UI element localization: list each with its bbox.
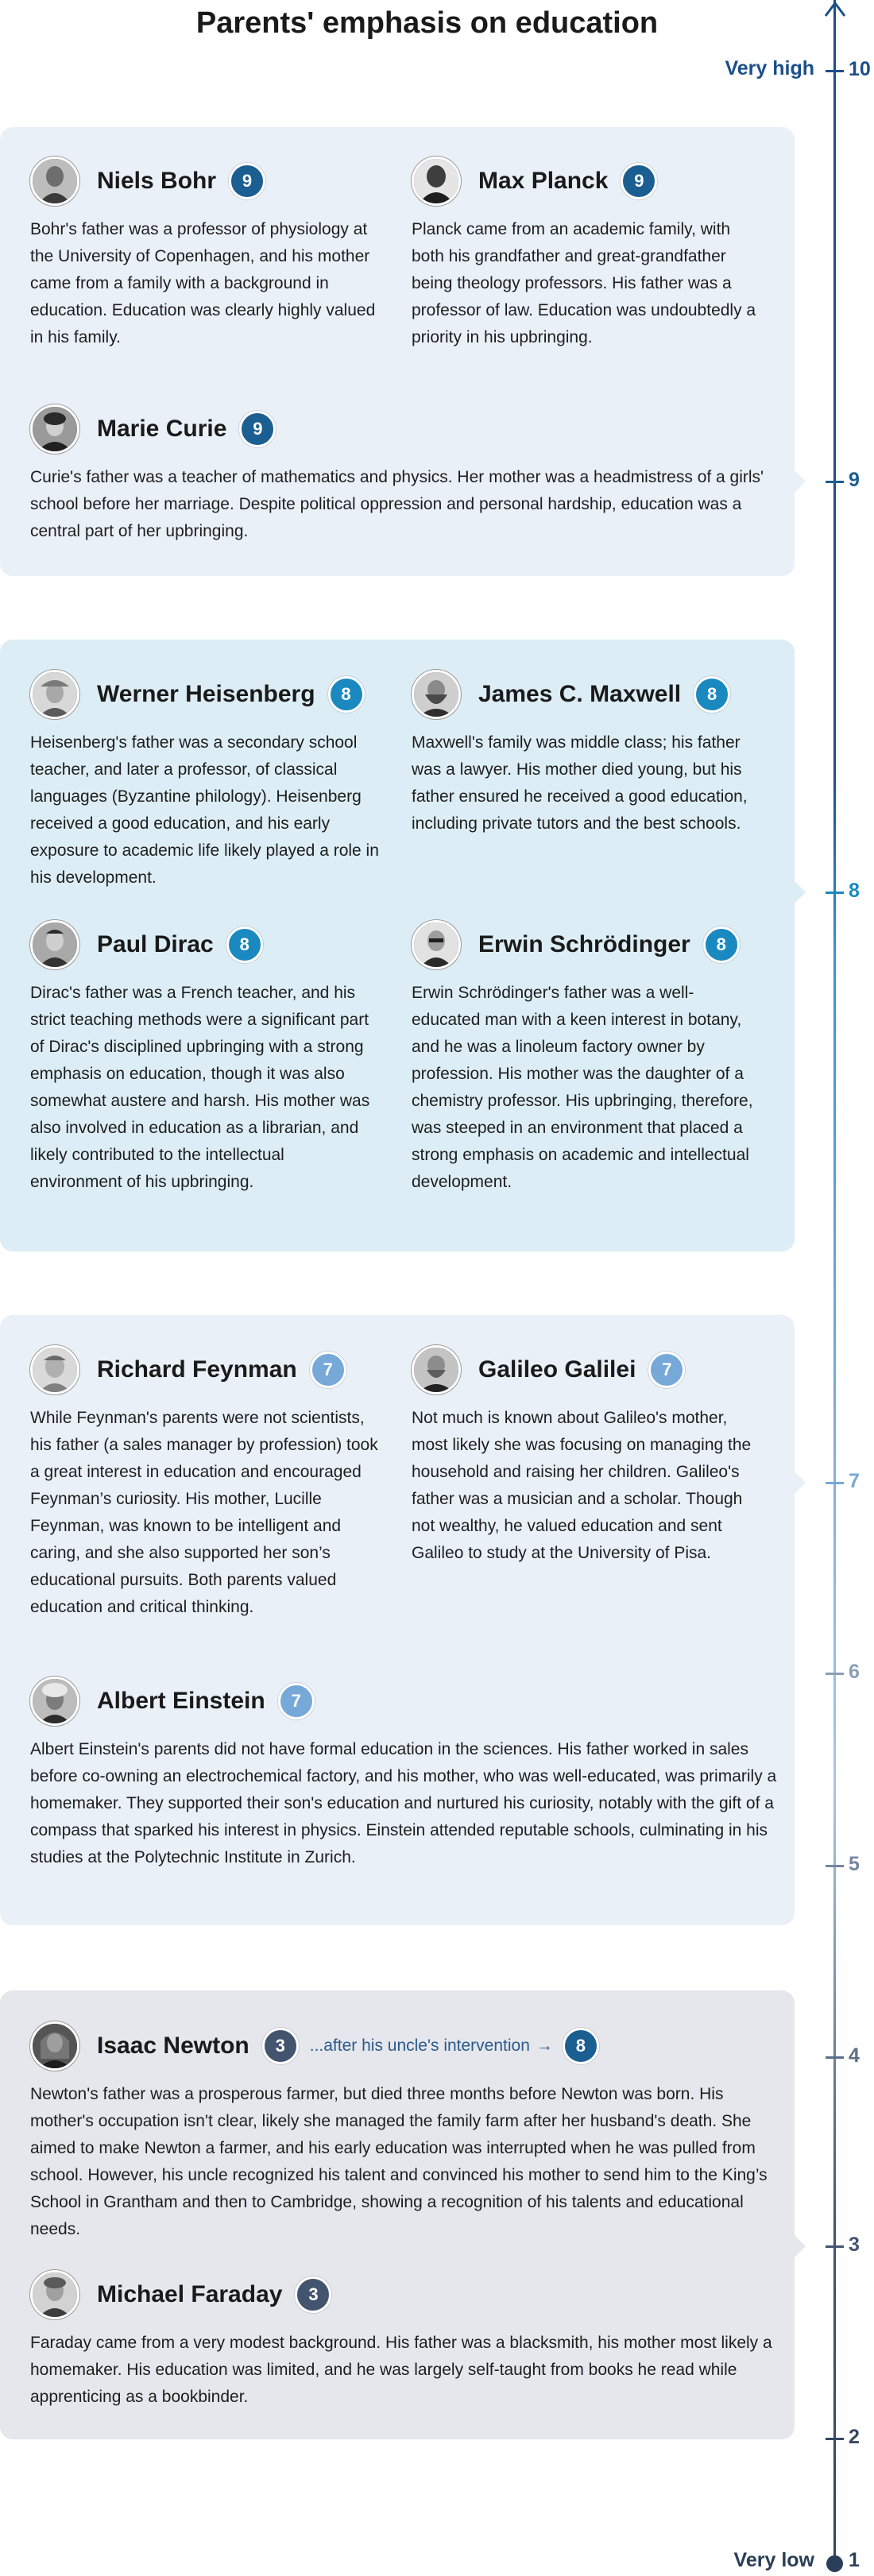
scale-tick-5 bbox=[826, 1865, 844, 1867]
score-change-note-text: ...after his uncle's intervention bbox=[309, 2036, 530, 2055]
page-title: Parents' emphasis on education bbox=[195, 6, 659, 40]
scientist-description: Faraday came from a very modest background. His father was a blacksmith, his mother most likely a homemaker. His education was limited, and he was largely self-taught from books he read while apprenticing as a bookbinder. bbox=[30, 2334, 772, 2406]
group-score-9-pointer bbox=[795, 470, 806, 493]
scientist-name: Niels Bohr bbox=[97, 168, 217, 194]
scientist-description: Heisenberg's father was a secondary school teacher, and later a professor, of classical languages (Byzantine philology). Heisenberg received a good education, and his early exposure to academic life likely played a role in his development. bbox=[30, 733, 379, 887]
scientist-name: Paul Dirac bbox=[97, 931, 214, 957]
score-badge: 3 bbox=[262, 2028, 299, 2064]
scientist-name: Michael Faraday bbox=[97, 2281, 283, 2307]
portrait-faraday-icon bbox=[30, 2270, 79, 2319]
portrait-dirac-icon bbox=[30, 920, 79, 969]
scale-tick-10 bbox=[826, 70, 844, 72]
right-arrow-icon: → bbox=[536, 2036, 553, 2055]
scale-bottom-label: Very low bbox=[733, 2549, 814, 2571]
scale-tick-3 bbox=[826, 2245, 844, 2248]
scientist-description: Not much is known about Galileo's mother, most likely she was focusing on managing the household and raising her children. Galileo's father was a musician and a scholar. Though not wealthy, he valued education and sent Galileo to study at the University of Pisa. bbox=[412, 1409, 752, 1562]
scale-top-label: Very high bbox=[725, 57, 814, 79]
score-badge: 8 bbox=[703, 926, 740, 963]
scale-bottom-dot-icon bbox=[826, 2555, 843, 2572]
scale-tick-label-4: 4 bbox=[849, 2044, 860, 2067]
scale-tick-label-9: 9 bbox=[849, 469, 860, 491]
scientist-card-heisenberg bbox=[30, 669, 380, 892]
group-score-3-pointer bbox=[795, 2235, 806, 2257]
score-badge: 9 bbox=[239, 411, 276, 447]
scientist-description: Albert Einstein's parents did not have formal education in the sciences. His father worked in sales before co-owning an electrochemical factory, and his mother, who was well-educated, was primarily a homemaker. They supported their son's education and nurtured his curiosity, notably with the gift of a compass that sparked his interest in physics. Einstein attended reputable schools, culminating in his studies at the Polytechnic Institute in Zurich. bbox=[30, 1740, 777, 1866]
scale-tick-6 bbox=[826, 1673, 844, 1675]
scientist-card-bohr bbox=[30, 156, 380, 351]
score-badge: 8 bbox=[328, 676, 365, 713]
portrait-curie-icon bbox=[30, 404, 79, 454]
scale-tick-7 bbox=[826, 1482, 844, 1484]
scale-tick-4 bbox=[826, 2056, 844, 2059]
scale-tick-2 bbox=[826, 2438, 844, 2440]
scientist-name: Erwin Schrödinger bbox=[478, 931, 690, 957]
scientist-card-galilei bbox=[412, 1344, 761, 1567]
scale-tick-label-10: 10 bbox=[849, 58, 871, 80]
scientist-name: Max Planck bbox=[478, 168, 609, 194]
scientist-description: Bohr's father was a professor of physiology at the University of Copenhagen, and his mother came from a family with a background in education. Education was clearly highly valued in his family. bbox=[30, 220, 376, 346]
scientist-description: Erwin Schrödinger's father was a well-educated man with a keen interest in botany, and he was a linoleum factory owner by profession. His mother was the daughter of a chemistry professor. His upbringing, therefore, was steeped in an environment that placed a strong emphasis on academic and intellectual development. bbox=[412, 984, 753, 1191]
scale-top-arrow-icon bbox=[823, 0, 847, 17]
scale-tick-9 bbox=[826, 481, 844, 483]
scientist-description: While Feynman's parents were not scientists, his father (a sales manager by profession) took a great interest in education and encouraged Feynman’s curiosity. His mother, Lucille Feynman, was known to be intelligent and caring, and she also supported her son’s educational pursuits. Both parents valued education and critical thinking. bbox=[30, 1409, 378, 1616]
group-score-8-pointer bbox=[795, 881, 806, 903]
score-badge: 3 bbox=[295, 2276, 331, 2313]
portrait-maxwell-icon bbox=[412, 670, 461, 719]
scientist-card-feynman bbox=[30, 1344, 380, 1621]
scientist-description: Newton's father was a prosperous farmer, but died three months before Newton was born. His mother's occupation isn't clear, likely she managed the family farm after her husband's death. She aimed to make Newton a farmer, and his early education was interrupted when he was pulled from school. However, his uncle recognized his talent and convinced his mother to send him to the King’s School in Grantham and then to Cambridge, showing a recognition of his talents and educational needs. bbox=[30, 2085, 768, 2238]
score-badge: 9 bbox=[621, 163, 657, 199]
portrait-planck-icon bbox=[412, 157, 461, 206]
score-after-badge: 8 bbox=[563, 2028, 599, 2064]
portrait-feynman-icon bbox=[30, 1345, 79, 1394]
score-badge: 7 bbox=[278, 1683, 315, 1719]
scale-axis bbox=[833, 0, 836, 2566]
scientist-card-newton bbox=[30, 2021, 777, 2243]
group-score-7-pointer bbox=[795, 1472, 806, 1494]
scale-tick-label-7: 7 bbox=[849, 1470, 860, 1492]
score-badge: 8 bbox=[226, 926, 263, 963]
scientist-name: Isaac Newton bbox=[97, 2033, 249, 2059]
portrait-heisenberg-icon bbox=[30, 670, 79, 719]
scientist-description: Curie's father was a teacher of mathematics and physics. Her mother was a headmistress of a girls' school before her marriage. Despite political oppression and personal hardship, education was a central part of her upbringing. bbox=[30, 468, 764, 540]
portrait-galilei-icon bbox=[412, 1345, 461, 1394]
scientist-description: Maxwell's family was middle class; his father was a lawyer. His mother died young, but his father ensured he received a good education, including private tutors and the best schools. bbox=[412, 733, 748, 833]
score-badge: 9 bbox=[229, 163, 265, 199]
score-change-note bbox=[310, 2036, 553, 2056]
portrait-newton-icon bbox=[30, 2021, 79, 2071]
scientist-card-dirac bbox=[30, 919, 380, 1196]
scientist-card-schrodinger bbox=[412, 919, 761, 1196]
portrait-einstein-icon bbox=[30, 1677, 79, 1726]
scientist-card-curie bbox=[30, 404, 777, 545]
scientist-description: Dirac's father was a French teacher, and his strict teaching methods were a significant part of Dirac's disciplined upbringing with a strong emphasis on education, though it was also somewhat austere and harsh. His mother was also involved in education as a librarian, and likely contributed to the intellectual environment of his upbringing. bbox=[30, 984, 370, 1191]
scientist-description: Planck came from an academic family, with both his grandfather and great-grandfather being theology professors. His father was a professor of law. Education was undoubtedly a priority in his upbringing. bbox=[412, 220, 756, 346]
scientist-card-faraday bbox=[30, 2269, 777, 2411]
scientist-card-planck bbox=[412, 156, 761, 351]
scientist-name: Albert Einstein bbox=[97, 1688, 265, 1714]
scale-tick-label-6: 6 bbox=[849, 1661, 860, 1683]
scientist-name: James C. Maxwell bbox=[478, 681, 682, 707]
score-badge: 8 bbox=[694, 676, 730, 713]
scientist-card-maxwell bbox=[412, 669, 761, 837]
scale-tick-label-3: 3 bbox=[849, 2234, 860, 2256]
scale-tick-label-8: 8 bbox=[849, 880, 860, 902]
score-badge: 7 bbox=[648, 1352, 685, 1388]
scientist-name: Galileo Galilei bbox=[478, 1356, 636, 1383]
scientist-name: Werner Heisenberg bbox=[97, 681, 315, 707]
portrait-bohr-icon bbox=[30, 157, 79, 206]
scale-tick-label-5: 5 bbox=[849, 1853, 860, 1875]
scientist-name: Richard Feynman bbox=[97, 1356, 297, 1383]
scientist-card-einstein bbox=[30, 1676, 777, 1871]
portrait-schrodinger-icon bbox=[412, 920, 461, 969]
scale-tick-label-1: 1 bbox=[849, 2549, 860, 2571]
scientist-name: Marie Curie bbox=[97, 416, 227, 442]
score-badge: 7 bbox=[310, 1352, 346, 1388]
scale-tick-label-2: 2 bbox=[849, 2426, 860, 2448]
scale-tick-8 bbox=[826, 892, 844, 894]
